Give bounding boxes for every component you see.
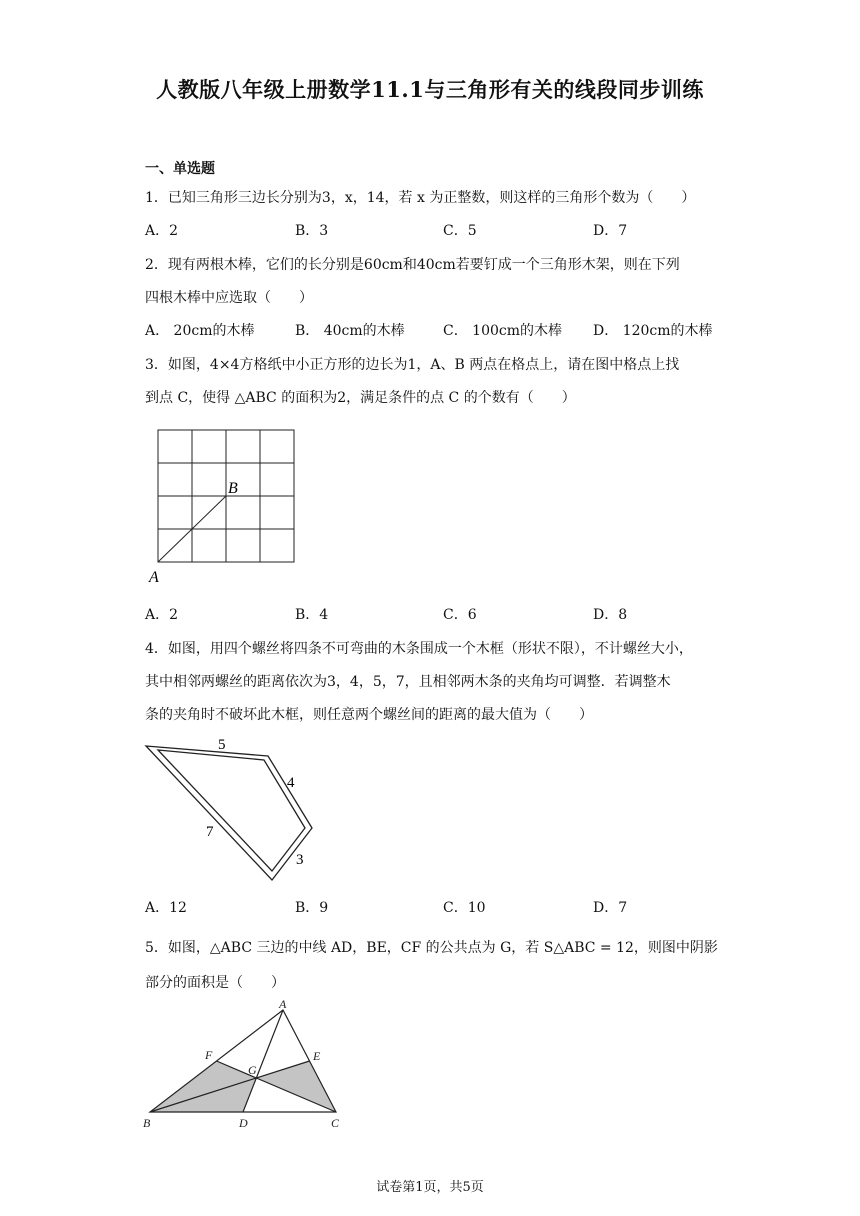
option-a[interactable]: A．2 bbox=[145, 607, 179, 623]
shaded-region-left bbox=[150, 1061, 256, 1112]
side-label-7: 7 bbox=[206, 824, 214, 840]
option-b[interactable]: B． 40cm的木棒 bbox=[295, 323, 405, 339]
question-2-text-line-2: 四根木棒中应选取（ ） bbox=[145, 290, 313, 306]
option-c[interactable]: C． 100cm的木棒 bbox=[443, 323, 562, 339]
question-1-text: 1．已知三角形三边长分别为3，x，14，若 x 为正整数，则这样的三角形个数为（ ） bbox=[145, 190, 696, 206]
option-d[interactable]: D．7 bbox=[593, 223, 628, 239]
option-d[interactable]: D．8 bbox=[593, 607, 628, 623]
section-title: 一、单选题 bbox=[145, 161, 215, 177]
grid-figure bbox=[145, 420, 305, 590]
option-c[interactable]: C．10 bbox=[443, 900, 486, 916]
point-label-g: G bbox=[248, 1063, 257, 1077]
point-label-b: B bbox=[143, 1116, 151, 1130]
question-5-text-line-1: 5．如图，△ABC 三边的中线 AD，BE，CF 的公共点为 G，若 S△ABC = 12，则图中阴影 bbox=[145, 940, 718, 956]
side-label-4: 4 bbox=[287, 775, 295, 791]
point-label-f: F bbox=[205, 1048, 213, 1062]
option-a[interactable]: A．12 bbox=[145, 900, 187, 916]
page-title: 人教版八年级上册数学11.1与三角形有关的线段同步训练 bbox=[156, 77, 704, 102]
question-4-text-line-1: 4．如图，用四个螺丝将四条不可弯曲的木条围成一个木框（形状不限），不计螺丝大小， bbox=[145, 641, 693, 657]
triangle-medians-figure bbox=[140, 1000, 350, 1135]
option-d[interactable]: D． 120cm的木棒 bbox=[593, 323, 713, 339]
point-label-b: B bbox=[228, 480, 238, 497]
question-5-text-line-2: 部分的面积是（ ） bbox=[145, 975, 285, 991]
point-label-e: E bbox=[313, 1049, 321, 1063]
option-b[interactable]: B．9 bbox=[295, 900, 329, 916]
side-label-5: 5 bbox=[218, 737, 226, 753]
question-3-text-line-2: 到点 C，使得 △ABC 的面积为2，满足条件的点 C 的个数有（ ） bbox=[145, 390, 576, 406]
option-b[interactable]: B．3 bbox=[295, 223, 329, 239]
question-3-text-line-1: 3．如图，4×4方格纸中小正方形的边长为1，A、B 两点在格点上，请在图中格点上找 bbox=[145, 357, 680, 373]
option-a[interactable]: A．2 bbox=[145, 223, 179, 239]
option-c[interactable]: C．6 bbox=[443, 607, 477, 623]
shaded-region-right bbox=[256, 1061, 336, 1112]
question-2-text-line-1: 2．现有两根木棒，它们的长分别是60cm和40cm若要钉成一个三角形木架，则在下列 bbox=[145, 257, 680, 273]
point-label-c: C bbox=[331, 1116, 340, 1130]
point-label-d: D bbox=[239, 1116, 248, 1130]
point-label-a: A bbox=[149, 569, 159, 586]
option-b[interactable]: B．4 bbox=[295, 607, 329, 623]
option-c[interactable]: C．5 bbox=[443, 223, 477, 239]
option-a[interactable]: A． 20cm的木棒 bbox=[145, 323, 255, 339]
wooden-frame-figure bbox=[140, 730, 330, 885]
page-footer: 试卷第1页，共5页 bbox=[376, 1180, 484, 1195]
question-4-text-line-3: 条的夹角时不破坏此木框，则任意两个螺丝间的距离的最大值为（ ） bbox=[145, 707, 593, 723]
point-label-a: A bbox=[279, 1000, 287, 1011]
option-d[interactable]: D．7 bbox=[593, 900, 628, 916]
question-4-text-line-2: 其中相邻两螺丝的距离依次为3，4，5，7，且相邻两木条的夹角均可调整．若调整木 bbox=[145, 674, 671, 690]
side-label-3: 3 bbox=[296, 852, 304, 868]
